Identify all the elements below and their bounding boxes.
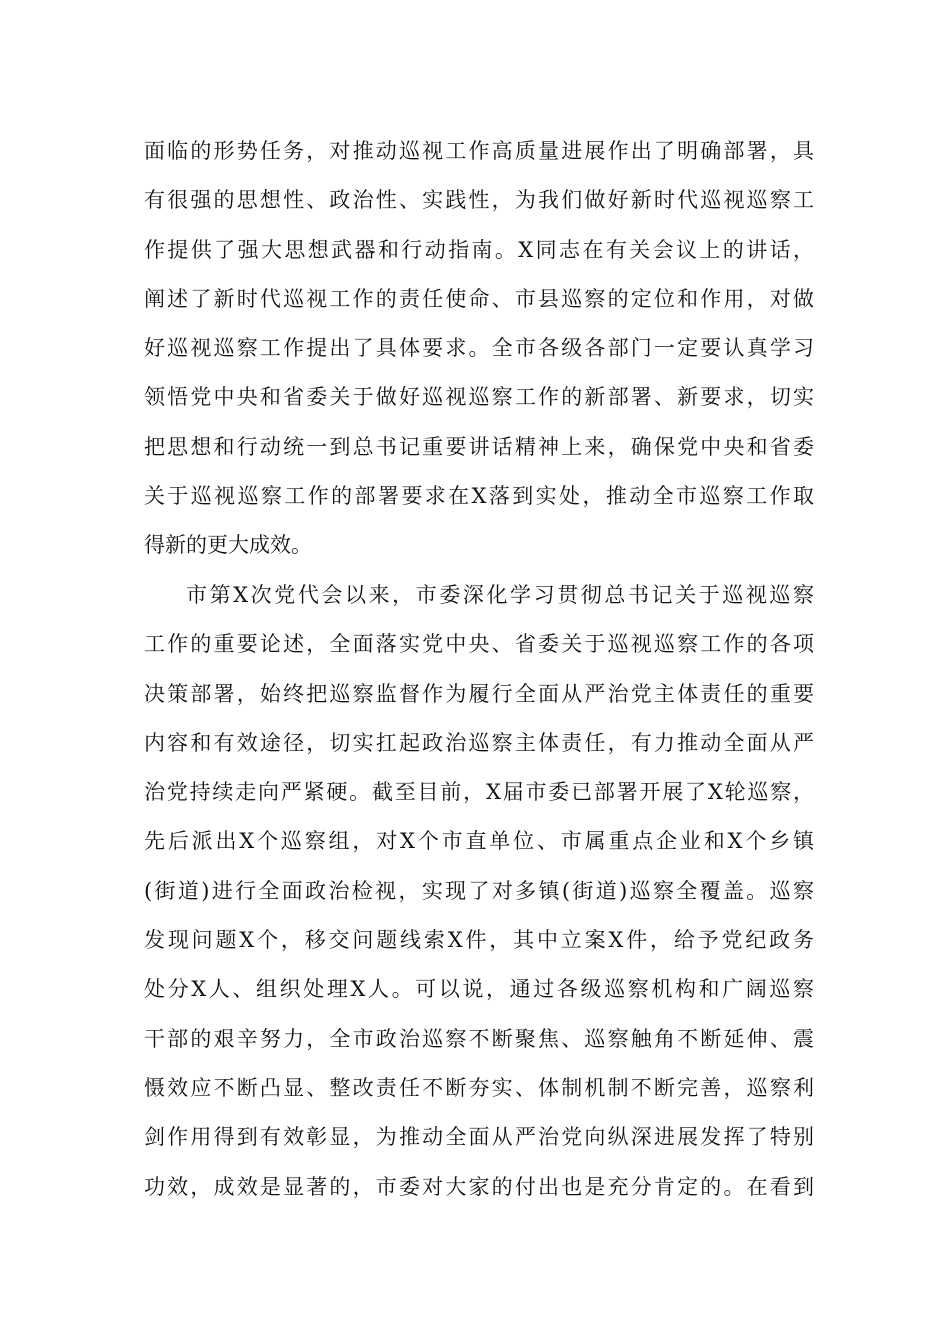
paragraph-2-line: 工作的重要论述，全面落实党中央、省委关于巡视巡察工作的各项 (144, 632, 814, 657)
paragraph-2-line: 先后派出X个巡察组，对X个市直单位、市属重点企业和X个乡镇 (144, 829, 814, 854)
paragraph-1-line: 得新的更大成效。 (144, 533, 312, 558)
paragraph-1-line: 关于巡视巡察工作的部署要求在X落到实处，推动全市巡察工作取 (144, 484, 814, 509)
paragraph-2-line: 治党持续走向严紧硬。截至目前，X届市委已部署开展了X轮巡察， (144, 780, 814, 805)
paragraph-2-line: 慑效应不断凸显、整改责任不断夯实、体制机制不断完善，巡察利 (144, 1075, 814, 1100)
paragraph-2-line: 内容和有效途径，切实扛起政治巡察主体责任，有力推动全面从严 (144, 730, 814, 755)
paragraph-2-line: 干部的艰辛努力，全市政治巡察不断聚焦、巡察触角不断延伸、震 (144, 1026, 814, 1051)
paragraph-1 (144, 133, 814, 577)
paragraph-1-line: 领悟党中央和省委关于做好巡视巡察工作的新部署、新要求，切实 (144, 385, 814, 410)
paragraph-2-line: 发现问题X个，移交问题线索X件，其中立案X件，给予党纪政务 (144, 928, 814, 953)
paragraph-1-line: 好巡视巡察工作提出了具体要求。全市各级各部门一定要认真学习 (144, 336, 814, 361)
paragraph-2 (144, 577, 814, 1218)
paragraph-2-line: 决策部署，始终把巡察监督作为履行全面从严治党主体责任的重要 (144, 681, 814, 706)
paragraph-1-line: 阐述了新时代巡视工作的责任使命、市县巡察的定位和作用，对做 (144, 286, 814, 311)
paragraph-2-line: 处分X人、组织处理X人。可以说，通过各级巡察机构和广阔巡察 (144, 977, 814, 1002)
paragraph-2-line: 市第X次党代会以来，市委深化学习贯彻总书记关于巡视巡察 (186, 583, 814, 607)
paragraph-1-line: 面临的形势任务，对推动巡视工作高质量进展作出了明确部署，具 (144, 139, 814, 163)
paragraph-1-line: 作提供了强大思想武器和行动指南。X同志在有关会议上的讲话， (144, 237, 814, 262)
paragraph-2-line: 功效，成效是显著的，市委对大家的付出也是充分肯定的。在看到 (144, 1174, 814, 1199)
paragraph-2-line: (街道)进行全面政治检视，实现了对多镇(街道)巡察全覆盖。巡察 (144, 878, 814, 903)
paragraph-1-line: 把思想和行动统一到总书记重要讲话精神上来，确保党中央和省委 (144, 434, 814, 459)
paragraph-1-line: 有很强的思想性、政治性、实践性，为我们做好新时代巡视巡察工 (144, 188, 814, 213)
paragraph-2-line: 剑作用得到有效彰显，为推动全面从严治党向纵深进展发挥了特别 (144, 1125, 814, 1150)
